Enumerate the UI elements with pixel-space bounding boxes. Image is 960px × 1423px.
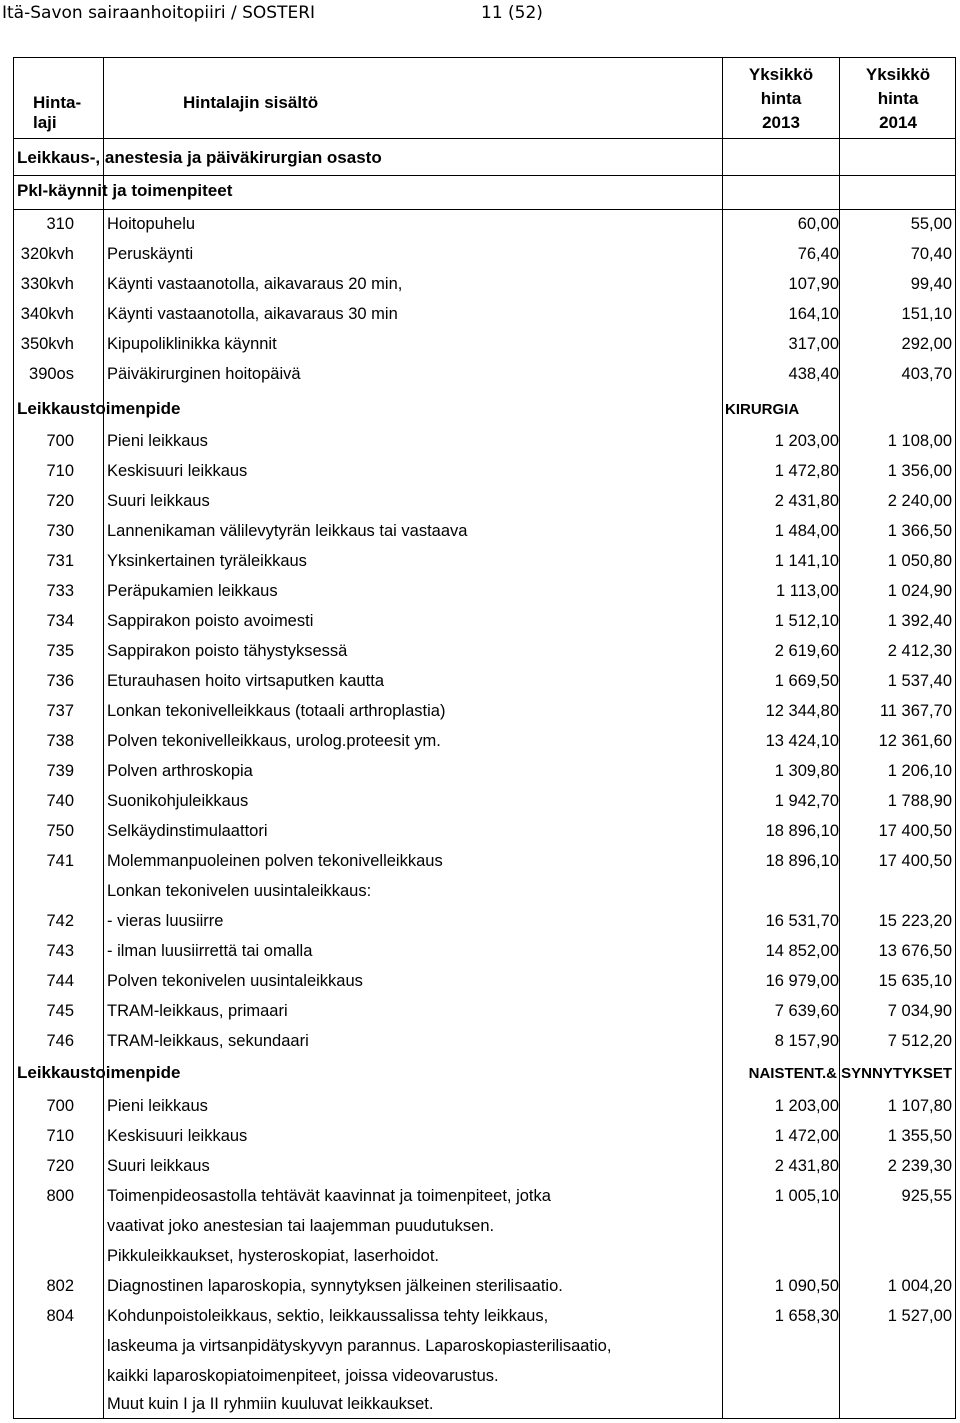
surgery-unit: KIRURGIA [725, 401, 800, 418]
table-row: 741 Molemmanpuoleinen polven tekonivelleikkaus 18 896,10 17 400,50 [46, 852, 952, 870]
table-row: 800 Toimenpideosastolla tehtävät kaavinnat ja toimenpiteet, jotka 1 005,10 925,55 [46, 1187, 952, 1205]
table-row: 710 Keskisuuri leikkaus 1 472,80 1 356,00 [46, 462, 952, 480]
subsection-divider [14, 209, 955, 210]
table-row: 350kvh Kipupoliklinikka käynnit 317,00 292,00 [20, 335, 952, 353]
table-row: 746 TRAM-leikkaus, sekundaari 8 157,90 7 512,20 [46, 1032, 952, 1050]
table-row: 739 Polven arthroskopia 1 309,80 1 206,10 [46, 762, 952, 780]
table-row: 720 Suuri leikkaus 2 431,80 2 240,00 [46, 492, 952, 510]
table-row: 730 Lannenikaman välilevytyrän leikkaus tai vastaava 1 484,00 1 366,50 [46, 522, 952, 540]
table-row: Pikkuleikkaukset, hysteroskopiat, laserhoidot. [107, 1247, 439, 1265]
table-row: 720 Suuri leikkaus 2 431,80 2 239,30 [46, 1157, 952, 1175]
section-divider [14, 175, 955, 176]
table-row: 802 Diagnostinen laparoskopia, synnytyksen jälkeinen sterilisaatio. 1 090,50 1 004,20 [46, 1277, 952, 1295]
table-row: 736 Eturauhasen hoito virtsaputken kautta 1 669,50 1 537,40 [46, 672, 952, 690]
header-divider [14, 138, 955, 139]
section-title: Leikkaus-, anestesia ja päiväkirurgian osasto [17, 148, 382, 167]
table-row: 745 TRAM-leikkaus, primaari 7 639,60 7 034,90 [46, 1002, 952, 1020]
table-row: 750 Selkäydinstimulaattori 18 896,10 17 400,50 [46, 822, 952, 840]
table-row: 738 Polven tekonivelleikkaus, urolog.proteesit ym. 13 424,10 12 361,60 [46, 732, 952, 750]
table-row: laskeuma ja virtsanpidätyskyvyn parannus. Laparoskopiasterilisaatio, [107, 1337, 612, 1355]
table-row: 742 - vieras luusiirre 16 531,70 15 223,20 [46, 912, 952, 930]
table-row: 733 Peräpukamien leikkaus 1 113,00 1 024,90 [46, 582, 952, 600]
table-row: 320kvh Peruskäynti 76,40 70,40 [20, 245, 952, 263]
table-row: 735 Sappirakon poisto tähystyksessä 2 619,60 2 412,30 [46, 642, 952, 660]
table-row: Muut kuin I ja II ryhmiin kuuluvat leikkaukset. [107, 1395, 434, 1413]
table-row: 330kvh Käynti vastaanotolla, aikavaraus 20 min, 107,90 99,40 [20, 275, 952, 293]
table-row: 740 Suonikohjuleikkaus 1 942,70 1 788,90 [46, 792, 952, 810]
col-header-code: Hinta- laji [33, 93, 82, 132]
organization-name: Itä-Savon sairaanhoitopiiri / SOSTERI [2, 3, 316, 23]
table-row: 743 - ilman luusiirrettä tai omalla 14 852,00 13 676,50 [46, 942, 952, 960]
table-row: vaativat joko anestesian tai laajemman puudutuksen. [107, 1217, 495, 1235]
gyn-heading: Leikkaustoimenpide [17, 1063, 181, 1082]
table-row: 731 Yksinkertainen tyräleikkaus 1 141,10 1 050,80 [46, 552, 952, 570]
table-row: kaikki laparoskopiatoimenpiteet, joissa videovarustus. [107, 1367, 499, 1385]
col-header-2014: Yksikkö hinta 2014 [865, 65, 931, 132]
table-row: 340kvh Käynti vastaanotolla, aikavaraus 30 min 164,10 151,10 [20, 305, 952, 323]
gyn-unit: NAISTENT.& SYNNYTYKSET [748, 1065, 952, 1082]
table-row: 700 Pieni leikkaus 1 203,00 1 108,00 [46, 432, 952, 450]
table-row: 310 Hoitopuhelu 60,00 55,00 [46, 215, 952, 233]
table-row: 700 Pieni leikkaus 1 203,00 1 107,80 [46, 1097, 952, 1115]
table-row: 710 Keskisuuri leikkaus 1 472,00 1 355,50 [46, 1127, 952, 1145]
table-row: 744 Polven tekonivelen uusintaleikkaus 16 979,00 15 635,10 [46, 972, 952, 990]
page-header [0, 0, 960, 26]
price-table [13, 57, 956, 1419]
col-header-2013: Yksikkö hinta 2013 [748, 65, 814, 132]
page-number: 11 (52) [481, 3, 543, 23]
table-row: 734 Sappirakon poisto avoimesti 1 512,10 1 392,40 [46, 612, 952, 630]
table-row: 737 Lonkan tekonivelleikkaus (totaali arthroplastia) 12 344,80 11 367,70 [46, 702, 952, 720]
table-row: 804 Kohdunpoistoleikkaus, sektio, leikkaussalissa tehty leikkaus, 1 658,30 1 527,00 [46, 1307, 952, 1325]
table-row: 390os Päiväkirurginen hoitopäivä 438,40 403,70 [29, 365, 952, 383]
surgery-heading: Leikkaustoimenpide [17, 399, 181, 418]
col-header-desc: Hintalajin sisältö [183, 93, 319, 112]
table-row: Lonkan tekonivelen uusintaleikkaus: [107, 882, 372, 900]
subsection-title: Pkl-käynnit ja toimenpiteet [17, 181, 233, 200]
